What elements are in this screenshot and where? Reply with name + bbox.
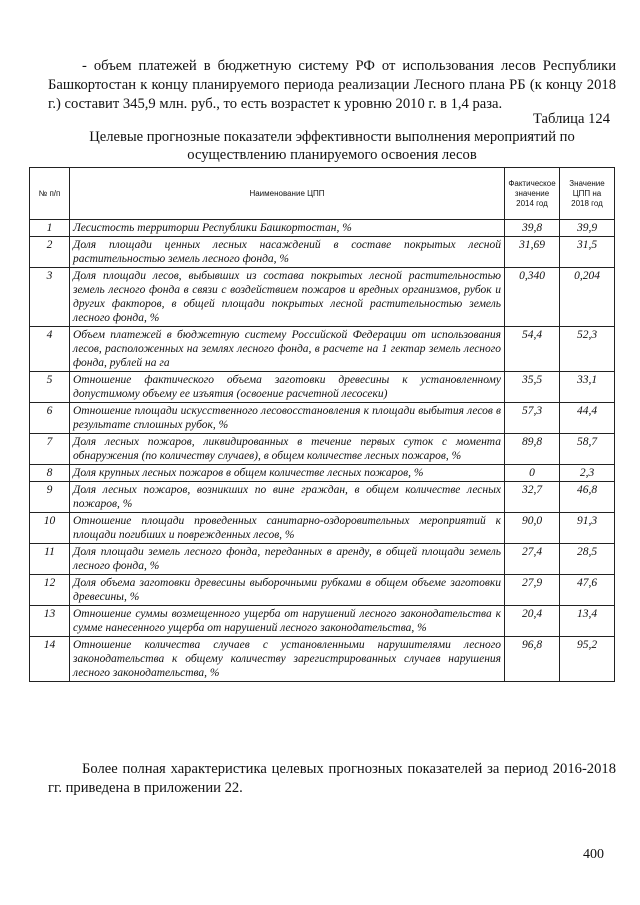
- table-row: [30, 237, 615, 268]
- row-target: 46,8: [560, 482, 615, 513]
- indicators-table: [29, 167, 615, 682]
- row-actual: 57,3: [505, 403, 560, 434]
- table-row: [30, 575, 615, 606]
- row-num: 14: [30, 637, 70, 682]
- row-actual: 90,0: [505, 513, 560, 544]
- row-num: 3: [30, 268, 70, 327]
- header-target: Значение ЦПП на 2018 год: [560, 168, 615, 220]
- row-name: Отношение площади искусственного лесовосстановления к площади выбытия лесов в результате сплошных рубок, %: [70, 403, 505, 434]
- table-row: [30, 513, 615, 544]
- row-target: 2,3: [560, 465, 615, 482]
- row-target: 39,9: [560, 220, 615, 237]
- row-num: 5: [30, 372, 70, 403]
- row-actual: 89,8: [505, 434, 560, 465]
- row-name: Отношение количества случаев с установленными нарушителями лесного законодательства к общему количеству зарегистрированных случаев нарушения лесного законодательства, %: [70, 637, 505, 682]
- table-row: [30, 220, 615, 237]
- row-num: 1: [30, 220, 70, 237]
- page-number: 400: [583, 847, 604, 862]
- outro-paragraph: [48, 760, 616, 798]
- table-row: [30, 606, 615, 637]
- row-actual: 35,5: [505, 372, 560, 403]
- row-target: 95,2: [560, 637, 615, 682]
- row-target: 31,5: [560, 237, 615, 268]
- row-name: Доля площади ценных лесных насаждений в составе покрытых лесной растительностью земель лесного фонда, %: [70, 237, 505, 268]
- row-num: 12: [30, 575, 70, 606]
- row-num: 13: [30, 606, 70, 637]
- row-actual: 27,4: [505, 544, 560, 575]
- table-caption: Целевые прогнозные показатели эффективности выполнения мероприятий по осуществлению планируемого освоения лесов: [89, 129, 575, 163]
- row-name: Отношение суммы возмещенного ущерба от нарушений лесного законодательства к сумме нанесенного ущерба от нарушений лесного законодательства, %: [70, 606, 505, 637]
- table-row: [30, 268, 615, 327]
- table-label: Таблица 124: [532, 111, 610, 127]
- row-actual: 27,9: [505, 575, 560, 606]
- table-row: [30, 403, 615, 434]
- header-actual: Фактическое значение 2014 год: [505, 168, 560, 220]
- row-actual: 0: [505, 465, 560, 482]
- row-actual: 39,8: [505, 220, 560, 237]
- row-actual: 31,69: [505, 237, 560, 268]
- table-row: [30, 327, 615, 372]
- row-actual: 32,7: [505, 482, 560, 513]
- table-row: [30, 482, 615, 513]
- row-name: Доля лесных пожаров, возникших по вине граждан, в общем количестве лесных пожаров, %: [70, 482, 505, 513]
- row-name: Отношение фактического объема заготовки древесины к установленному допустимому объему ее изъятия (освоение расчетной лесосеки): [70, 372, 505, 403]
- header-name: Наименование ЦПП: [70, 168, 505, 220]
- row-target: 58,7: [560, 434, 615, 465]
- row-name: Доля лесных пожаров, ликвидированных в течение первых суток с момента обнаружения (по количеству случаев), в общем количестве лесных пожаров, %: [70, 434, 505, 465]
- row-target: 44,4: [560, 403, 615, 434]
- row-name: Отношение площади проведенных санитарно-оздоровительных мероприятий к площади погибших и поврежденных лесов, %: [70, 513, 505, 544]
- header-num: № п/п: [30, 168, 70, 220]
- row-target: 47,6: [560, 575, 615, 606]
- row-name: Доля площади земель лесного фонда, переданных в аренду, в общей площади земель лесного фонда, %: [70, 544, 505, 575]
- intro-paragraph: [48, 57, 616, 114]
- row-num: 9: [30, 482, 70, 513]
- row-num: 6: [30, 403, 70, 434]
- row-target: 52,3: [560, 327, 615, 372]
- table-row: [30, 544, 615, 575]
- row-actual: 54,4: [505, 327, 560, 372]
- row-target: 91,3: [560, 513, 615, 544]
- table-row: [30, 372, 615, 403]
- row-target: 33,1: [560, 372, 615, 403]
- table-row: [30, 434, 615, 465]
- row-target: 13,4: [560, 606, 615, 637]
- row-num: 8: [30, 465, 70, 482]
- row-actual: 0,340: [505, 268, 560, 327]
- row-num: 2: [30, 237, 70, 268]
- row-actual: 20,4: [505, 606, 560, 637]
- row-target: 28,5: [560, 544, 615, 575]
- row-num: 7: [30, 434, 70, 465]
- row-name: Доля объема заготовки древесины выборочными рубками в общем объеме заготовки древесины, %: [70, 575, 505, 606]
- row-actual: 96,8: [505, 637, 560, 682]
- outro-text: Более полная характеристика целевых прогнозных показателей за период 2016-2018 гг. приведена в приложении 22.: [48, 760, 616, 796]
- row-name: Лесистость территории Республики Башкортостан, %: [70, 220, 505, 237]
- intro-text: - объем платежей в бюджетную систему РФ от использования лесов Республики Башкортостан к концу планируемого периода реализации Лесного плана РБ (к концу 2018 г.) составит 345,9 млн. руб., то есть возрастет к уровню 2010 г. в 1,4 раза.: [48, 57, 616, 112]
- row-num: 4: [30, 327, 70, 372]
- table-header-row: [30, 168, 615, 220]
- row-num: 11: [30, 544, 70, 575]
- table-row: [30, 637, 615, 682]
- row-num: 10: [30, 513, 70, 544]
- table-row: [30, 465, 615, 482]
- row-name: Доля крупных лесных пожаров в общем количестве лесных пожаров, %: [70, 465, 505, 482]
- row-target: 0,204: [560, 268, 615, 327]
- row-name: Объем платежей в бюджетную систему Российской Федерации от использования лесов, расположенных на землях лесного фонда, в расчете на 1 гектар земель лесного фонда, рублей на га: [70, 327, 505, 372]
- row-name: Доля площади лесов, выбывших из состава покрытых лесной растительностью земель лесного фонда в связи с воздействием пожаров и вредных организмов, рубок и других факторов, в общей площади покрытых лесной растительностью земель лесного фонда, %: [70, 268, 505, 327]
